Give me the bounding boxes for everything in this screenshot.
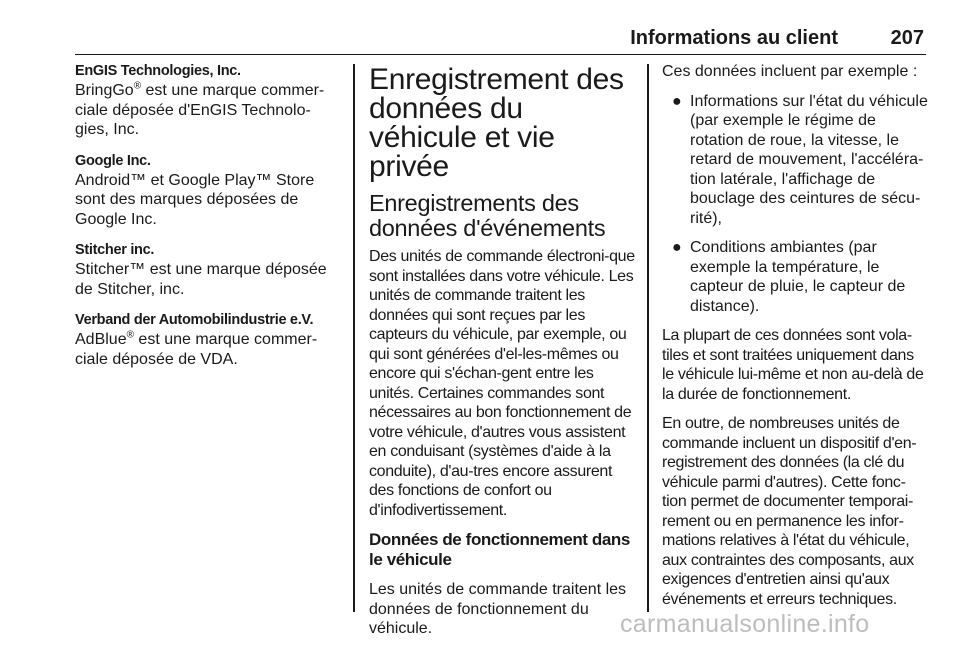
trademark-entry — [75, 152, 341, 230]
trademark-column — [75, 62, 341, 381]
trademark-owner: Google Inc. — [75, 152, 151, 169]
paragraph: En outre, de nombreuses unités de commande incluent un dispositif d'en-registrement des données (la clé du véhicule parmi d'autres). Cette fonc-tion permet de documenter temporai-rement ou en permanence les infor-mations relatives à l'état du véhicule, aux contraintes des composants, aux exigences d'entretien ainsi qu'aux événements et erreurs techniques. — [662, 415, 917, 608]
trademark-owner: Stitcher inc. — [75, 242, 155, 258]
trademark-entry — [75, 62, 341, 140]
trademark-text: Android™ et Google Play™ Store sont des marques déposées de Google Inc. — [75, 171, 315, 228]
paragraph: Ces données incluent par exemple : — [662, 63, 918, 80]
list-item: ● Informations sur l'état du véhicule (par exemple le régime de rotation de roue, la vitesse, le retard de mouvement, l'accéléra-tion latérale, l'affichage de bouclage des ceintures de sécu-rité), — [672, 92, 928, 227]
trademark-owner: EnGIS Technologies, Inc. — [75, 63, 241, 79]
bullet-icon: ● — [672, 239, 682, 256]
section-title: Enregistrement des données du véhicule et vie privée — [369, 63, 624, 183]
trademark-text: AdBlue® est une marque commer-ciale déposée de VDA. — [75, 329, 318, 368]
page-number: 207 — [890, 27, 924, 49]
list-item: ● Conditions ambiantes (par exemple la température, le capteur de pluie, le capteur de distance). — [672, 239, 906, 315]
trademark-owner: Verband der Automobilindustrie e.V. — [75, 312, 314, 328]
trademark-text: BringGo® est une marque commer-ciale déposée d'EnGIS Technolo-gies, Inc. — [75, 80, 325, 138]
trademark-entry — [75, 311, 341, 369]
data-recording-column — [369, 62, 635, 649]
watermark: carmanualsonline.info — [620, 610, 870, 638]
paragraph: Les unités de commande traitent les données de fonctionnement du véhicule. — [369, 581, 627, 637]
column-divider — [647, 64, 649, 612]
trademark-entry — [75, 241, 341, 299]
subsection-title: Enregistrements des données d'événements — [369, 190, 606, 241]
paragraph: Des unités de commande électroni-que sont installées dans votre véhicule. Les unités de commande traitent les données qui sont reçues par les capteurs du véhicule, par exemple, ou qui sont générées d'el-les-mêmes ou encore qui s'échan-gent entre les unités. Certaines commandes sont nécessaires au bon fonctionnement de votre véhicule, d'autres vous assistent en conduisant (systèmes d'aide à la conduite), d'au-tres encore assurent des fonctions de confort ou d'infodivertissement. — [369, 248, 635, 519]
column-divider — [353, 64, 355, 612]
header-title: Informations au client — [630, 27, 838, 49]
data-details-column — [662, 62, 928, 619]
bullet-list — [662, 92, 928, 317]
subheading: Données de fonctionnement dans le véhicule — [369, 530, 630, 569]
page-header — [75, 26, 926, 55]
bullet-icon: ● — [672, 92, 682, 110]
trademark-text: Stitcher™ est une marque déposée de Stitcher, inc. — [75, 261, 327, 298]
paragraph: La plupart de ces données sont vola-tiles et sont traitées uniquement dans le véhicule lui-même et non au-delà de la durée de fonctionnement. — [662, 327, 924, 403]
